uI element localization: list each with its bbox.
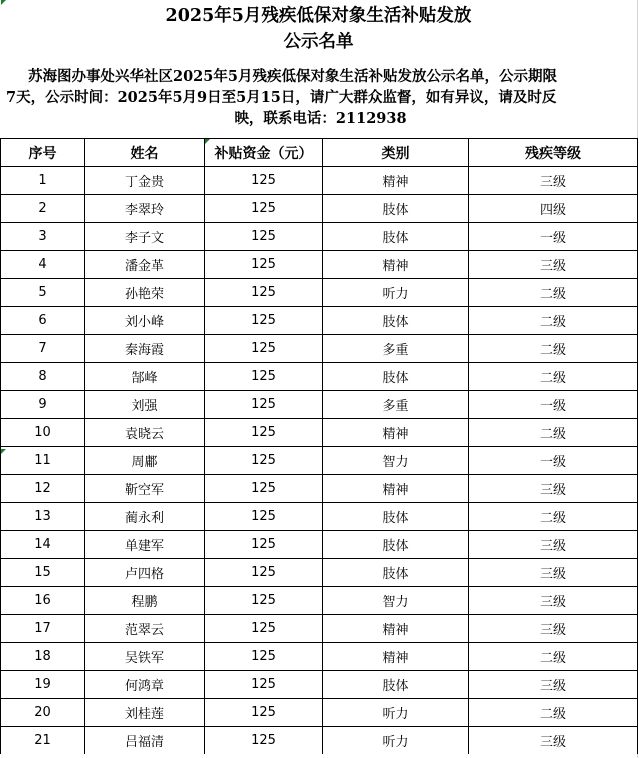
cell-subsidy[interactable]: 125 bbox=[205, 531, 323, 559]
cell-marker-icon bbox=[205, 139, 210, 144]
header-index[interactable]: 序号 bbox=[1, 139, 85, 167]
cell-category[interactable]: 多重 bbox=[323, 335, 469, 363]
cell-index[interactable]: 1 bbox=[1, 167, 85, 195]
cell-level[interactable]: 四级 bbox=[469, 195, 638, 223]
cell-category[interactable]: 智力 bbox=[323, 587, 469, 615]
cell-category[interactable]: 肢体 bbox=[323, 195, 469, 223]
cell-name[interactable]: 吴铁军 bbox=[85, 643, 205, 671]
cell-subsidy[interactable]: 125 bbox=[205, 419, 323, 447]
table-body bbox=[1, 167, 638, 755]
cell-subsidy[interactable]: 125 bbox=[205, 643, 323, 671]
cell-level[interactable]: 三级 bbox=[469, 587, 638, 615]
header-disability-level[interactable]: 残疾等级 bbox=[469, 139, 638, 167]
table-row bbox=[1, 559, 638, 587]
header-name[interactable]: 姓名 bbox=[85, 139, 205, 167]
cell-level[interactable]: 二级 bbox=[469, 335, 638, 363]
table-row bbox=[1, 223, 638, 251]
cell-index[interactable]: 21 bbox=[1, 727, 85, 755]
cell-index[interactable]: 14 bbox=[1, 531, 85, 559]
cell-level[interactable]: 一级 bbox=[469, 223, 638, 251]
cell-index[interactable]: 4 bbox=[1, 251, 85, 279]
cell-index[interactable]: 8 bbox=[1, 363, 85, 391]
cell-name[interactable]: 丁金贵 bbox=[85, 167, 205, 195]
header-category[interactable]: 类别 bbox=[323, 139, 469, 167]
cell-name[interactable]: 孙艳荣 bbox=[85, 279, 205, 307]
cell-index[interactable]: 17 bbox=[1, 615, 85, 643]
cell-category[interactable]: 肢体 bbox=[323, 503, 469, 531]
cell-name[interactable]: 单建军 bbox=[85, 531, 205, 559]
cell-category[interactable]: 肢体 bbox=[323, 531, 469, 559]
notice-line-2: 7天，公示时间：2025年5月9日至5月15日，请广大群众监督，如有异议，请及时反 bbox=[6, 89, 557, 106]
cell-category[interactable]: 精神 bbox=[323, 167, 469, 195]
cell-name[interactable]: 李子文 bbox=[85, 223, 205, 251]
table-header-row bbox=[1, 139, 638, 167]
cell-level[interactable]: 二级 bbox=[469, 279, 638, 307]
cell-name[interactable]: 秦海霞 bbox=[85, 335, 205, 363]
cell-name[interactable]: 卢四格 bbox=[85, 559, 205, 587]
table-row bbox=[1, 531, 638, 559]
cell-category[interactable]: 肢体 bbox=[323, 223, 469, 251]
cell-index[interactable]: 6 bbox=[1, 307, 85, 335]
notice-line-3: 映，联系电话：2112938 bbox=[234, 110, 407, 127]
table-row bbox=[1, 391, 638, 419]
cell-name[interactable]: 范翠云 bbox=[85, 615, 205, 643]
cell-category[interactable]: 听力 bbox=[323, 699, 469, 727]
table-row bbox=[1, 475, 638, 503]
table-row bbox=[1, 615, 638, 643]
cell-name[interactable]: 吕福清 bbox=[85, 727, 205, 755]
table-row bbox=[1, 643, 638, 671]
cell-name[interactable]: 袁晓云 bbox=[85, 419, 205, 447]
title-line-1: 2025年5月残疾低保对象生活补贴发放 bbox=[165, 6, 472, 26]
cell-name[interactable]: 何鸿章 bbox=[85, 671, 205, 699]
cell-subsidy[interactable]: 125 bbox=[205, 587, 323, 615]
cell-level[interactable]: 三级 bbox=[469, 475, 638, 503]
cell-level[interactable]: 三级 bbox=[469, 251, 638, 279]
cell-index[interactable]: 2 bbox=[1, 195, 85, 223]
cell-level[interactable]: 一级 bbox=[469, 447, 638, 475]
cell-level[interactable]: 三级 bbox=[469, 531, 638, 559]
cell-level[interactable]: 二级 bbox=[469, 643, 638, 671]
cell-name[interactable]: 刘桂莲 bbox=[85, 699, 205, 727]
table-row bbox=[1, 195, 638, 223]
cell-category[interactable]: 多重 bbox=[323, 391, 469, 419]
cell-level[interactable]: 三级 bbox=[469, 671, 638, 699]
cell-subsidy[interactable]: 125 bbox=[205, 363, 323, 391]
cell-index[interactable]: 15 bbox=[1, 559, 85, 587]
cell-category[interactable]: 精神 bbox=[323, 251, 469, 279]
cell-level[interactable]: 三级 bbox=[469, 559, 638, 587]
cell-subsidy[interactable]: 125 bbox=[205, 447, 323, 475]
table-row bbox=[1, 419, 638, 447]
cell-category[interactable]: 精神 bbox=[323, 475, 469, 503]
cell-index[interactable]: 16 bbox=[1, 587, 85, 615]
cell-subsidy[interactable]: 125 bbox=[205, 307, 323, 335]
cell-level[interactable]: 二级 bbox=[469, 699, 638, 727]
cell-name[interactable]: 程鹏 bbox=[85, 587, 205, 615]
table-row bbox=[1, 699, 638, 727]
cell-level[interactable]: 二级 bbox=[469, 307, 638, 335]
cell-name[interactable]: 刘强 bbox=[85, 391, 205, 419]
cell-level[interactable]: 二级 bbox=[469, 419, 638, 447]
title-line-2: 公示名单 bbox=[283, 32, 354, 52]
table-row bbox=[1, 335, 638, 363]
cell-subsidy[interactable]: 125 bbox=[205, 251, 323, 279]
cell-category[interactable]: 精神 bbox=[323, 419, 469, 447]
cell-index[interactable]: 18 bbox=[1, 643, 85, 671]
cell-subsidy[interactable]: 125 bbox=[205, 503, 323, 531]
notice-line-1: 苏海图办事处兴华社区2025年5月残疾低保对象生活补贴发放公示名单，公示期限 bbox=[28, 68, 557, 85]
cell-subsidy[interactable]: 125 bbox=[205, 195, 323, 223]
table-row bbox=[1, 587, 638, 615]
cell-name[interactable]: 潘金革 bbox=[85, 251, 205, 279]
cell-index[interactable]: 7 bbox=[1, 335, 85, 363]
cell-level[interactable]: 三级 bbox=[469, 167, 638, 195]
cell-category[interactable]: 肢体 bbox=[323, 363, 469, 391]
cell-index[interactable]: 3 bbox=[1, 223, 85, 251]
table-row bbox=[1, 307, 638, 335]
cell-category[interactable]: 肢体 bbox=[323, 559, 469, 587]
cell-subsidy[interactable]: 125 bbox=[205, 279, 323, 307]
cell-category[interactable]: 智力 bbox=[323, 447, 469, 475]
cell-subsidy[interactable]: 125 bbox=[205, 167, 323, 195]
cell-category[interactable]: 精神 bbox=[323, 615, 469, 643]
cell-name[interactable]: 李翠玲 bbox=[85, 195, 205, 223]
cell-level[interactable]: 三级 bbox=[469, 727, 638, 755]
cell-marker-icon bbox=[1, 0, 6, 5]
cell-name[interactable]: 周鄘 bbox=[85, 447, 205, 475]
document-title bbox=[0, 0, 637, 62]
cell-subsidy[interactable]: 125 bbox=[205, 335, 323, 363]
cell-name[interactable]: 郜峰 bbox=[85, 363, 205, 391]
cell-index[interactable]: 5 bbox=[1, 279, 85, 307]
cell-subsidy[interactable]: 125 bbox=[205, 615, 323, 643]
recipient-table bbox=[0, 138, 638, 754]
cell-name[interactable]: 蔺永利 bbox=[85, 503, 205, 531]
cell-level[interactable]: 三级 bbox=[469, 615, 638, 643]
cell-index[interactable]: 10 bbox=[1, 419, 85, 447]
cell-subsidy[interactable]: 125 bbox=[205, 559, 323, 587]
cell-level[interactable]: 二级 bbox=[469, 363, 638, 391]
cell-category[interactable]: 听力 bbox=[323, 727, 469, 755]
cell-index[interactable]: 9 bbox=[1, 391, 85, 419]
table-row bbox=[1, 279, 638, 307]
cell-index[interactable]: 11 bbox=[1, 447, 85, 475]
cell-index[interactable]: 12 bbox=[1, 475, 85, 503]
cell-category[interactable]: 精神 bbox=[323, 643, 469, 671]
cell-level[interactable]: 一级 bbox=[469, 391, 638, 419]
cell-subsidy[interactable]: 125 bbox=[205, 699, 323, 727]
table-row bbox=[1, 727, 638, 755]
cell-subsidy[interactable]: 125 bbox=[205, 223, 323, 251]
table-row bbox=[1, 167, 638, 195]
cell-name[interactable]: 靳空军 bbox=[85, 475, 205, 503]
cell-marker-icon bbox=[1, 449, 6, 454]
cell-subsidy[interactable]: 125 bbox=[205, 475, 323, 503]
table-row bbox=[1, 503, 638, 531]
cell-subsidy[interactable]: 125 bbox=[205, 727, 323, 755]
cell-category[interactable]: 肢体 bbox=[323, 307, 469, 335]
header-subsidy[interactable]: 补贴资金（元） bbox=[205, 139, 323, 167]
cell-name[interactable]: 刘小峰 bbox=[85, 307, 205, 335]
cell-category[interactable]: 听力 bbox=[323, 279, 469, 307]
table-row bbox=[1, 251, 638, 279]
table-row bbox=[1, 363, 638, 391]
cell-index[interactable]: 13 bbox=[1, 503, 85, 531]
cell-category[interactable]: 肢体 bbox=[323, 671, 469, 699]
cell-index[interactable]: 19 bbox=[1, 671, 85, 699]
table-row bbox=[1, 671, 638, 699]
cell-subsidy[interactable]: 125 bbox=[205, 391, 323, 419]
notice-text bbox=[0, 62, 637, 134]
table-row bbox=[1, 447, 638, 475]
cell-index[interactable]: 20 bbox=[1, 699, 85, 727]
cell-level[interactable]: 二级 bbox=[469, 503, 638, 531]
cell-subsidy[interactable]: 125 bbox=[205, 671, 323, 699]
